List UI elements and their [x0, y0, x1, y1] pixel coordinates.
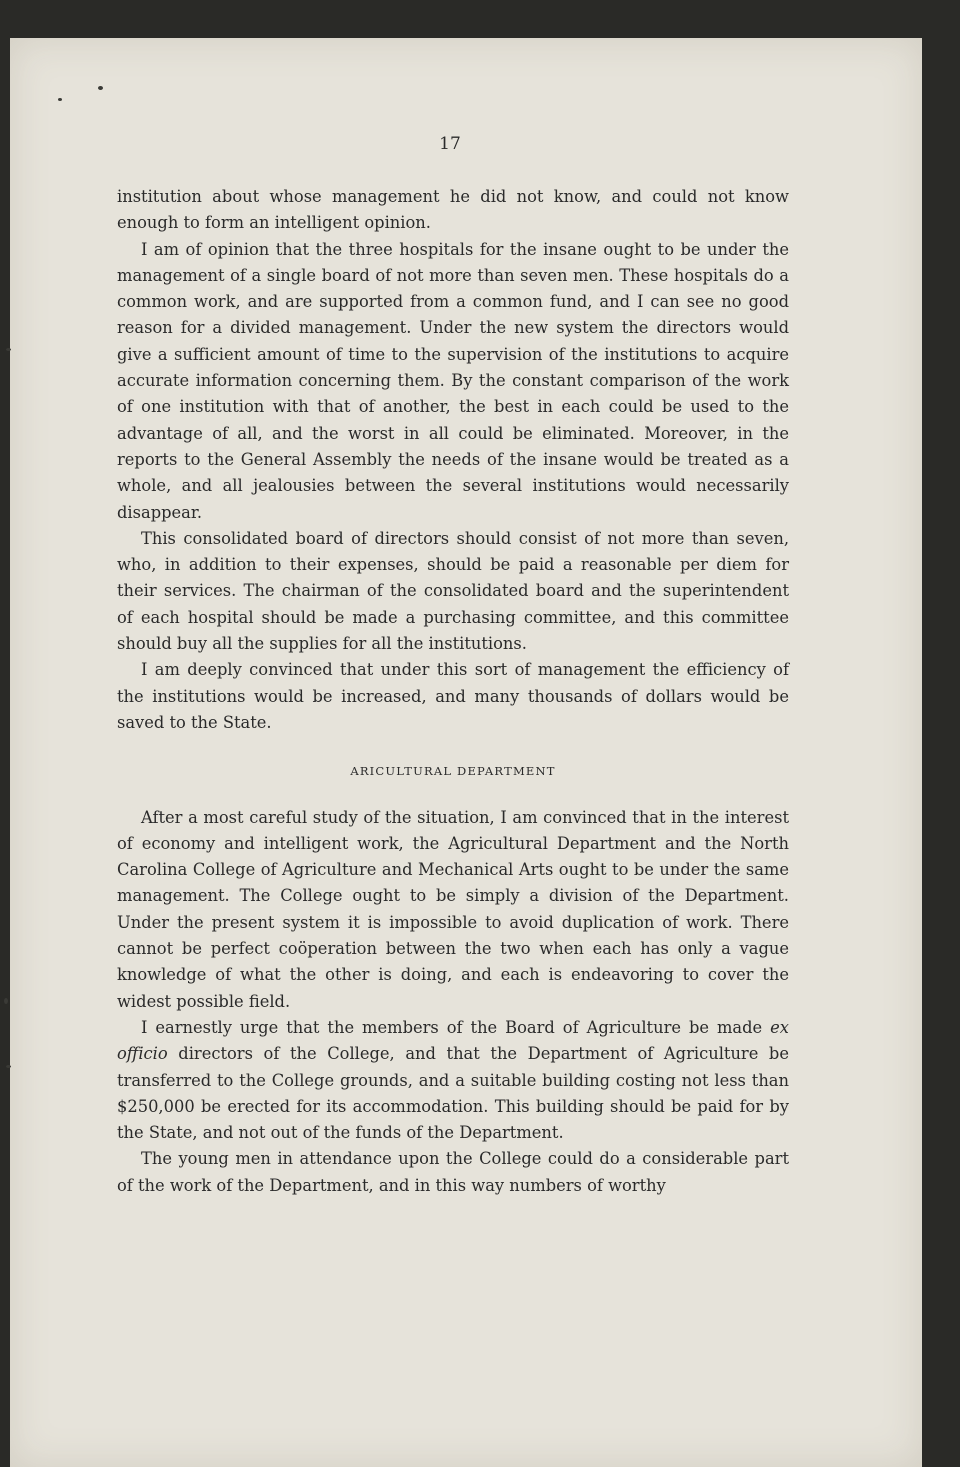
paper-sheet [10, 38, 922, 1467]
paper-speck [6, 1065, 11, 1068]
italic-term: ex officio [117, 1017, 789, 1064]
paragraph-text-before-italic: I earnestly urge that the members of the Board of Agriculture be made [141, 1017, 771, 1037]
section-heading: ARICULTURAL DEPARTMENT [350, 764, 556, 779]
page-number: 17 [439, 134, 461, 154]
paper-speck [6, 348, 11, 351]
paragraph-consolidated-board: This consolidated board of directors should consist of not more than seven, who, in addition to their expenses, should be paid a reasonable per diem for their services. The chairman of the consolidated board and the superintendent of each hospital should be made a purchasing committee, and this committee should buy all the supplies for all the institutions. [117, 528, 789, 654]
paragraph-text-after-italic: directors of the College, and that the Department of Agriculture be transferred to the College grounds, and a suitable building costing not less than $250,000 be erected for its accommodation. This building should be paid for by the State, and not out of the funds of the Department. [117, 1044, 789, 1143]
paragraph-young-men: The young men in attendance upon the College could do a considerable part of the work of the Department, and in this way numbers of worthy [117, 1149, 789, 1195]
paragraph-efficiency: I am deeply convinced that under this sort of management the efficiency of the institutions would be increased, and many thousands of dollars would be saved to the State. [117, 660, 789, 732]
paragraph-agricultural-department: After a most careful study of the situation, I am convinced that in the interest of economy and intelligent work, the Agricultural Department and the North Carolina College of Agriculture and Mechanical Arts ought to be under the same management. The College ought to be simply a division of the Department. Under the present system it is impossible to avoid duplication of work. There cannot be perfect coöperation between the two when each has only a vague knowledge of what the other is doing, and each is endeavoring to cover the widest possible field. [117, 807, 789, 1011]
paper-speck [58, 98, 62, 101]
paragraph-continued: institution about whose management he did not know, and could not know enough to form an intelligent opinion. [117, 187, 789, 233]
paragraph-hospitals-board: I am of opinion that the three hospitals for the insane ought to be under the management of a single board of not more than seven men. These hospitals do a common work, and are supported from a common fund, and I can see no good reason for a divided management. Under the new system the directors would give a sufficient amount of time to the supervision of the institutions to acquire accurate information concerning them. By the constant comparison of the work of one institution with that of another, the best in each could be used to the advantage of all, and the worst in all could be eliminated. Moreover, in the reports to the General Assembly the needs of the insane would be treated as a whole, and all jealousies between the several institutions would necessarily disappear. [117, 239, 789, 522]
paper-speck [4, 998, 8, 1004]
paragraph-board-of-agriculture [117, 1015, 789, 1146]
document-body [117, 184, 789, 1199]
paper-speck [98, 86, 103, 90]
